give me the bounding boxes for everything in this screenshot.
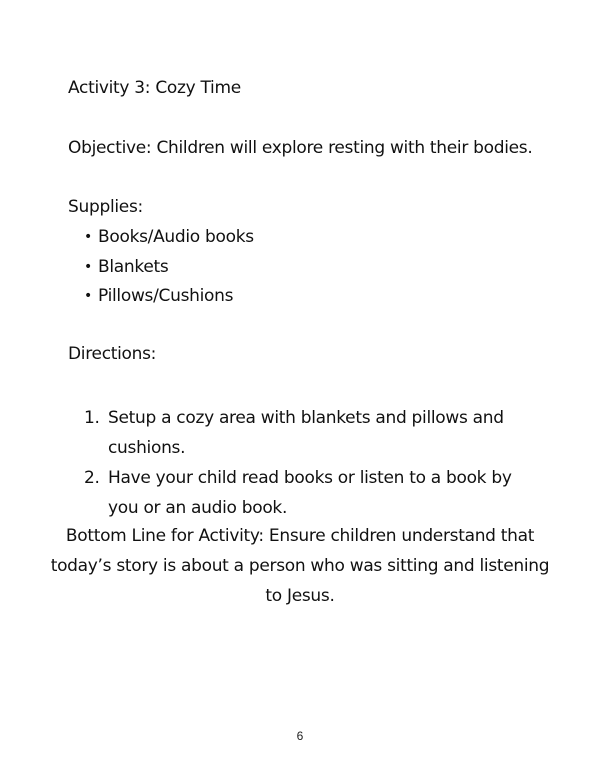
bullet-icon: • [84, 288, 92, 304]
direction-step [84, 403, 554, 463]
supply-item [84, 256, 254, 286]
supply-item-label: Pillows/Cushions [98, 286, 234, 306]
direction-step [84, 463, 554, 523]
supplies-list [84, 226, 254, 315]
supply-item-label: Books/Audio books [98, 227, 254, 247]
bullet-icon: • [84, 258, 92, 275]
page-number: 6 [296, 729, 304, 743]
bullet-icon: • [84, 229, 92, 245]
directions-heading: Directions: [68, 344, 157, 364]
directions-list [84, 403, 554, 523]
step-text: Setup a cozy area with blankets and pillows and cushions. [108, 408, 504, 458]
activity-title: Activity 3: Cozy Time [68, 78, 241, 98]
supply-item-label: Blankets [98, 256, 169, 277]
step-number: 2. [84, 468, 100, 488]
step-text: Have your child read books or listen to a book by you or an audio book. [108, 468, 512, 518]
supply-item [84, 285, 254, 315]
objective-text: Objective: Children will explore resting with their bodies. [68, 138, 533, 158]
supplies-heading: Supplies: [68, 197, 143, 217]
bottom-line-text: Bottom Line for Activity: Ensure children understand that today’s story is about a person who was sitting and listening to Jesus. [50, 526, 550, 606]
step-number: 1. [84, 408, 100, 428]
supply-item [84, 226, 254, 256]
